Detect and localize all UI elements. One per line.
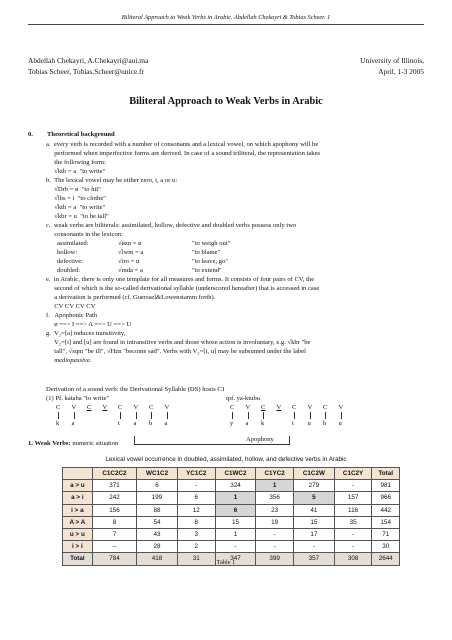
skeleton-slot: V bbox=[133, 404, 139, 411]
skeleton-slot: C bbox=[56, 404, 61, 411]
row-header: a > u bbox=[63, 480, 93, 492]
table-cell: 154 bbox=[372, 516, 400, 528]
skeleton-slot: V bbox=[71, 404, 77, 411]
association-line bbox=[74, 412, 75, 419]
text-line: performed when imperfective forms are derived. In case of a sound triliteral, the representation takes bbox=[46, 150, 321, 157]
table-cell: 116 bbox=[334, 504, 372, 516]
association-line bbox=[310, 412, 311, 419]
text-line: √ktb = a "to write" bbox=[46, 204, 106, 211]
row-header: A > A bbox=[63, 516, 93, 528]
melody-segment: k bbox=[56, 420, 60, 427]
text-line: √kbr = u "to be tall" bbox=[46, 213, 109, 220]
row-header: i > a bbox=[63, 504, 93, 516]
table-cell: - bbox=[256, 541, 294, 553]
table-cell: 356 bbox=[256, 492, 294, 504]
table-cell: 28 bbox=[137, 541, 178, 553]
table-cell: - bbox=[256, 528, 294, 540]
table-cell: - bbox=[177, 480, 215, 492]
skeleton-slot: V bbox=[307, 404, 313, 411]
column-header: C1C2C2 bbox=[92, 468, 136, 480]
table-row bbox=[63, 528, 400, 540]
author-row-1 bbox=[28, 56, 424, 65]
melody-segment: b bbox=[323, 420, 327, 427]
verb-type-gloss: "to weigh out" bbox=[192, 240, 231, 247]
section-1-subtitle: numeric situation bbox=[72, 440, 119, 447]
author-1: Abdellah Chekayri, A.Chekayri@aui.ma bbox=[28, 56, 149, 65]
table-cell: 981 bbox=[372, 480, 400, 492]
table-cell: 31 bbox=[177, 553, 215, 565]
melody-segment: b bbox=[149, 420, 153, 427]
table-cell: - bbox=[215, 541, 256, 553]
table-cell: 157 bbox=[334, 492, 372, 504]
table-cell: 23 bbox=[256, 504, 294, 516]
apophonic-path: ø ==> I ==> A ==> U ==> U bbox=[46, 321, 132, 328]
section-1-number: 1. bbox=[28, 440, 33, 447]
table-cell: -- bbox=[92, 541, 136, 553]
row-header: a > i bbox=[63, 492, 93, 504]
imperfective-label: ipf. ya-ktubu bbox=[226, 395, 261, 402]
association-line bbox=[248, 412, 249, 419]
page-title: Biliteral Approach to Weak Verbs in Arabic bbox=[129, 96, 323, 107]
verb-type-root: √mda = a bbox=[118, 267, 143, 274]
skeleton-slot: C bbox=[230, 404, 235, 411]
table-cell: 1 bbox=[256, 480, 294, 492]
text-line: f. Apophonic Path bbox=[46, 312, 98, 319]
table-caption: Lexical vowel occurrence in doubled, assimilated, hollow, and defective verbs in Arabic bbox=[105, 456, 347, 463]
table-cell: - bbox=[334, 528, 372, 540]
conference-date: April, 1-3 2005 bbox=[378, 67, 424, 76]
skeleton-slot: V bbox=[164, 404, 170, 411]
table-cell: 17 bbox=[294, 528, 335, 540]
skeleton-slot: C bbox=[261, 404, 266, 411]
column-header: C1C2W bbox=[294, 468, 335, 480]
author-2: Tobias Scheer, Tobias.Scheer@unice.fr bbox=[28, 67, 144, 76]
text-line: consonants in the lexicon: bbox=[46, 231, 123, 238]
table-cell: 6 bbox=[177, 492, 215, 504]
running-header bbox=[0, 14, 452, 21]
row-header: i > i bbox=[63, 541, 93, 553]
table-cell: 324 bbox=[215, 480, 256, 492]
section-1-title: Weak Verbs: bbox=[34, 440, 71, 447]
table-cell: 3 bbox=[177, 528, 215, 540]
column-header: C1YC2 bbox=[256, 468, 294, 480]
association-line bbox=[136, 412, 137, 419]
table-cell: - bbox=[334, 541, 372, 553]
row-header: Total bbox=[63, 553, 93, 565]
association-line bbox=[341, 412, 342, 419]
text-line: V₂=[i] and [u] are found in intransitive verbs and those whose action is involuntary, e.g. √kbr "be bbox=[46, 339, 311, 346]
table-cell: 5 bbox=[294, 492, 335, 504]
table-cell: 15 bbox=[294, 516, 335, 528]
derivation-intro: Derivation of a sound verb: the Derivational Syllable (DS) hosts C1 bbox=[46, 386, 226, 393]
apophony-label: Apophony bbox=[246, 436, 274, 443]
table-cell: 19 bbox=[256, 516, 294, 528]
running-title: Biliteral Approach to Weak Verbs in Arabic. Abdellah Chekayri & Tobias Scheer. bbox=[121, 14, 326, 21]
association-line bbox=[232, 412, 233, 419]
table-cell: 347 bbox=[215, 553, 256, 565]
association-line bbox=[120, 412, 121, 419]
table-cell: 371 bbox=[92, 480, 136, 492]
text-line: tall", √sqm "be ill", √Hzn "become sad". Verbs with V₂=[i, u] may be subsumed under the label bbox=[46, 348, 306, 355]
skeleton-slot: V bbox=[102, 404, 108, 411]
melody-segment: k bbox=[261, 420, 265, 427]
skeleton-slot: C bbox=[292, 404, 297, 411]
table-row bbox=[63, 504, 400, 516]
column-header: C1C2Y bbox=[334, 468, 372, 480]
text-line: a derivation is performed (cf. Guerssel&Lowenstamm forth). bbox=[46, 294, 216, 301]
table-cell: 1 bbox=[215, 528, 256, 540]
table-label: Table 1 bbox=[216, 559, 236, 566]
table-cell: 71 bbox=[372, 528, 400, 540]
text-line: g. V₂=[a] induces transitivity, bbox=[46, 330, 126, 337]
melody-segment: a bbox=[164, 420, 168, 427]
table-cell: 418 bbox=[137, 553, 178, 565]
table-cell: 54 bbox=[137, 516, 178, 528]
section-0-heading: Theoretical background bbox=[47, 131, 115, 138]
melody-segment: a bbox=[245, 420, 249, 427]
table-cell: 43 bbox=[137, 528, 178, 540]
association-line bbox=[151, 412, 152, 419]
section-1-heading bbox=[28, 440, 118, 447]
verb-type-gloss: "to blame" bbox=[192, 249, 221, 256]
table-cell: 357 bbox=[294, 553, 335, 565]
skeleton-slot: C bbox=[118, 404, 123, 411]
column-header: C1WC2 bbox=[215, 468, 256, 480]
table-cell: 12 bbox=[177, 504, 215, 516]
column-header: WC1C2 bbox=[137, 468, 178, 480]
table-row bbox=[63, 492, 400, 504]
verb-type-root: √øzn = ø bbox=[118, 240, 142, 247]
verb-type-label: defective: bbox=[57, 258, 83, 265]
column-header: Total bbox=[372, 468, 400, 480]
association-line bbox=[294, 412, 295, 419]
table-cell: 784 bbox=[92, 553, 136, 565]
association-line bbox=[58, 412, 59, 419]
table-cell: 41 bbox=[294, 504, 335, 516]
table-cell: 15 bbox=[215, 516, 256, 528]
table-cell: 966 bbox=[372, 492, 400, 504]
skeleton-slot: C bbox=[149, 404, 154, 411]
skeleton-slot: C bbox=[323, 404, 328, 411]
table-cell: 30 bbox=[372, 541, 400, 553]
text-line: e. in Arabic, there is only one template for all measures and forms. It consists of four pairs of CV, the bbox=[46, 276, 315, 283]
table-cell: 442 bbox=[372, 504, 400, 516]
skeleton-slot: C bbox=[87, 404, 92, 411]
melody-segment: y bbox=[230, 420, 234, 427]
skeleton-slot: V bbox=[245, 404, 251, 411]
row-header: u > u bbox=[63, 528, 93, 540]
table-cell: 8 bbox=[177, 516, 215, 528]
column-header: YC1C2 bbox=[177, 468, 215, 480]
page-number: 1 bbox=[327, 14, 331, 21]
table-cell: 242 bbox=[92, 492, 136, 504]
melody-segment: a bbox=[71, 420, 75, 427]
verb-type-gloss: "to extend" bbox=[192, 267, 222, 274]
table-cell: 279 bbox=[294, 480, 335, 492]
table-cell: 7 bbox=[92, 528, 136, 540]
table-cell: 308 bbox=[334, 553, 372, 565]
verb-type-root: √tro = u bbox=[118, 258, 140, 265]
verb-type-root: √lwm = a bbox=[118, 249, 144, 256]
table-row bbox=[63, 480, 400, 492]
table-row bbox=[63, 516, 400, 528]
cv-template: CV CV CV CV bbox=[46, 303, 96, 310]
table-cell: 156 bbox=[92, 504, 136, 516]
column-header bbox=[63, 468, 93, 480]
verb-type-label: doubled: bbox=[57, 267, 81, 274]
table-header-row bbox=[63, 468, 400, 480]
verb-type-label: hollow: bbox=[57, 249, 78, 256]
data-table bbox=[62, 467, 400, 566]
table-cell: 8 bbox=[92, 516, 136, 528]
section-0-number: 0. bbox=[28, 131, 33, 138]
table-cell: 199 bbox=[137, 492, 178, 504]
imperfective-derivation bbox=[230, 404, 380, 434]
association-line bbox=[167, 412, 168, 419]
text-line: a. every verb is recorded with a number of consonants and a lexical vowel, on which apophony will be bbox=[46, 141, 319, 148]
table-row bbox=[63, 541, 400, 553]
author-row-2 bbox=[28, 67, 424, 76]
melody-segment: u bbox=[338, 420, 342, 427]
table-cell: 399 bbox=[256, 553, 294, 565]
perfective-derivation bbox=[56, 404, 206, 434]
text-line: b. The lexical vowel may be either zero, i, a or u: bbox=[46, 177, 178, 184]
verb-type-label: assimilated: bbox=[57, 240, 89, 247]
text-line: the following form: bbox=[46, 159, 106, 166]
table-cell: - bbox=[334, 480, 372, 492]
text-line: √Drb = ø "to hit" bbox=[46, 186, 101, 193]
text-line: c. weak verbs are biliterals: assimilated, hollow, defective and doubled verbs possess only two bbox=[46, 222, 297, 229]
melody-segment: t bbox=[292, 420, 294, 427]
table-cell: 6 bbox=[215, 504, 256, 516]
text-line: mediopassive. bbox=[46, 357, 92, 364]
header-rule bbox=[28, 24, 424, 25]
association-line bbox=[325, 412, 326, 419]
perfective-label: (1) Pf. kataba "to write" bbox=[46, 395, 110, 402]
text-line: √lbs = i "to clothe" bbox=[46, 195, 106, 202]
text-line: √ktb = a "to write" bbox=[46, 168, 106, 175]
melody-segment: t bbox=[118, 420, 120, 427]
skeleton-slot: V bbox=[276, 404, 282, 411]
table-cell: 2 bbox=[177, 541, 215, 553]
verb-type-gloss: "to leave, go" bbox=[192, 258, 228, 265]
text-line: second of which is the so-called derivational syllable (underscored hereafter) that is accessed in case bbox=[46, 285, 320, 292]
association-line bbox=[263, 412, 264, 419]
table-cell: 88 bbox=[137, 504, 178, 516]
table-cell: - bbox=[294, 541, 335, 553]
affiliation: University of Illinois, bbox=[360, 56, 424, 65]
skeleton-slot: V bbox=[338, 404, 344, 411]
melody-segment: a bbox=[133, 420, 137, 427]
table-cell: 1 bbox=[215, 492, 256, 504]
table-cell: 35 bbox=[334, 516, 372, 528]
melody-segment: u bbox=[307, 420, 311, 427]
table-cell: 6 bbox=[137, 480, 178, 492]
table-cell: 2644 bbox=[372, 553, 400, 565]
